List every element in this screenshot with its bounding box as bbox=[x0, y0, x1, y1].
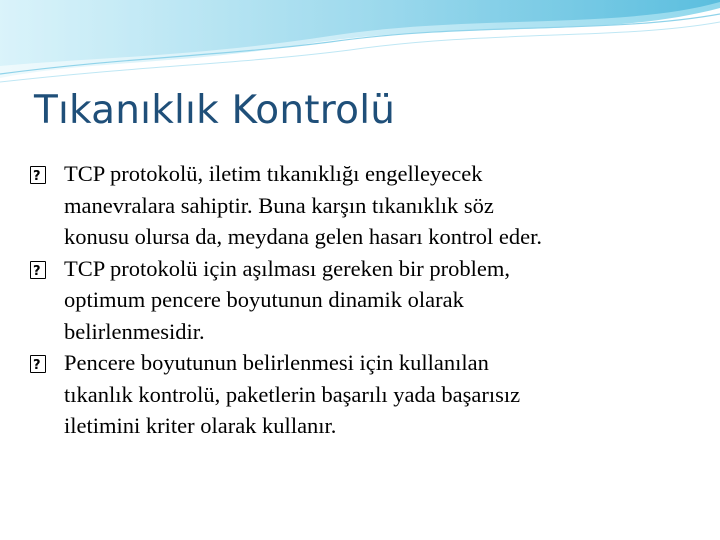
bullet-line: tıkanlık kontrolü, paketlerin başarılı yada başarısız bbox=[64, 381, 521, 407]
bullet-line: optimum pencere boyutunun dinamik olarak bbox=[64, 287, 464, 312]
bullet-list bbox=[30, 158, 690, 442]
bullet-line: belirlenmesidir. bbox=[64, 318, 205, 344]
bullet-line: manevralara sahiptir. Buna karşın tıkanıklık söz bbox=[64, 192, 494, 218]
bullet-item bbox=[30, 253, 690, 348]
bullet-item bbox=[30, 158, 690, 253]
slide-title: Tıkanıklık Kontrolü bbox=[34, 88, 396, 133]
bullet-line: Pencere boyutunun belirlenmesi için kullanılan bbox=[64, 350, 489, 375]
missing-glyph-icon bbox=[30, 261, 46, 279]
missing-glyph-icon bbox=[30, 355, 46, 373]
bullet-line: TCP protokolü, iletim tıkanıklığı engelleyecek bbox=[64, 161, 483, 186]
bullet-line: iletimini kriter olarak kullanır. bbox=[64, 413, 337, 438]
wave-header-decoration bbox=[0, 0, 720, 90]
bullet-line: konusu olursa da, meydana gelen hasarı kontrol eder. bbox=[64, 224, 542, 249]
bullet-line: TCP protokolü için aşılması gereken bir problem, bbox=[64, 255, 510, 281]
bullet-item bbox=[30, 347, 690, 442]
missing-glyph-icon bbox=[30, 166, 46, 184]
